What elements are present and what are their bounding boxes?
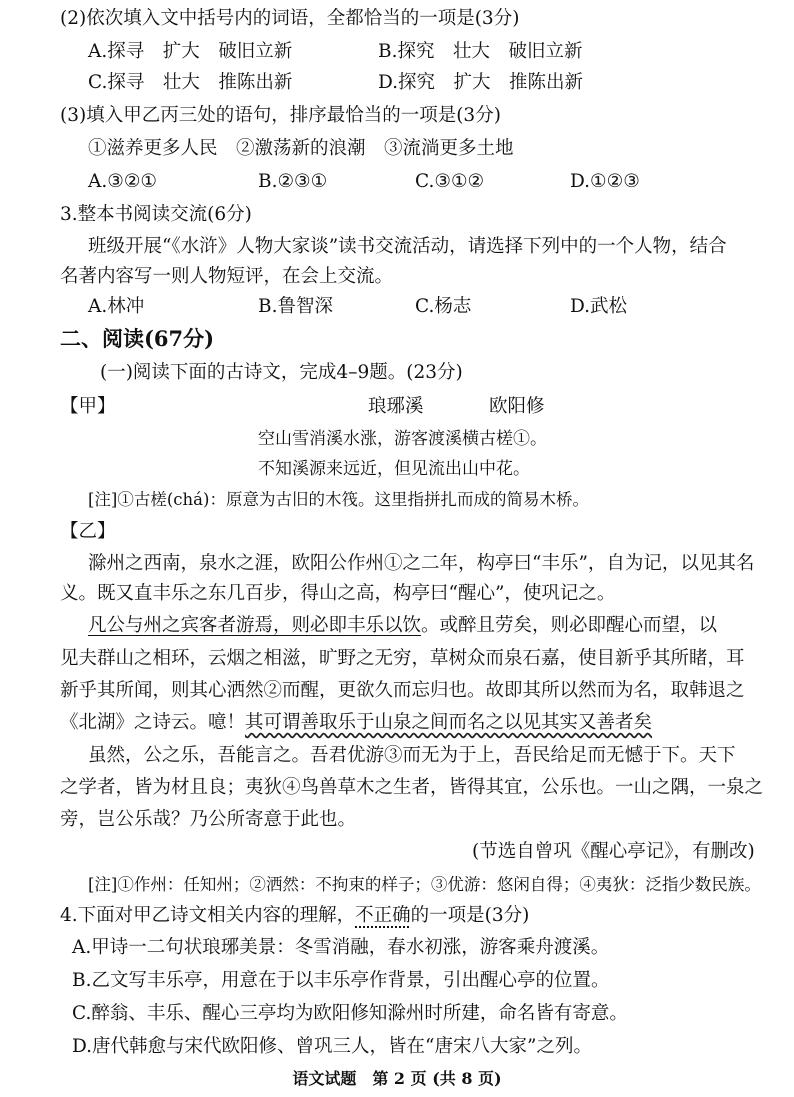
- yi-p2-line1: [88, 613, 717, 639]
- q3b-option-d: D.武松: [570, 296, 628, 317]
- q4-option-d: D.唐代韩愈与宋代欧阳修、曾巩三人，皆在“唐宋八大家”之列。: [72, 1036, 592, 1057]
- yi-label: 【乙】: [60, 521, 116, 542]
- poem-line1: 空山雪消溪水涨，游客渡溪横古槎①。: [258, 429, 547, 449]
- jia-label: 【甲】: [60, 396, 116, 417]
- underlined-sentence: 凡公与州之宾客者游焉，则必即丰乐以饮: [88, 615, 422, 636]
- q4-stem-pre: 4.下面对甲乙诗文相关内容的理解，: [60, 905, 356, 926]
- q4-option-b: B.乙文写丰乐亭，用意在于以丰乐亭作背景，引出醒心亭的位置。: [72, 970, 610, 991]
- q4-option-c: C.醉翁、丰乐、醒心三亭均为欧阳修知滁州时所建，命名皆有寄意。: [72, 1003, 628, 1024]
- q2-option-b: B.探究 壮大 破旧立新: [378, 41, 583, 62]
- page-footer: 语文试题 第 2 页 (共 8 页): [292, 1069, 502, 1088]
- q3-option-c: C.③①②: [415, 171, 485, 192]
- q4-stem: [60, 903, 529, 929]
- yi-p2-line3: 新乎其所闻，则其心洒然②而醒，更欲久而忘归也。故即其所以然而为名，取韩退之: [60, 680, 745, 701]
- q3b-option-c: C.杨志: [415, 296, 472, 317]
- jia-note: [注]①古槎(chá)：原意为古旧的木筏。这里指拼扎而成的简易木桥。: [88, 490, 589, 509]
- yi-notes: [注]①作州：任知州；②洒然：不拘束的样子；③优游：悠闲自得；④夷狄：泛指少数民族。: [88, 875, 761, 894]
- q3-option-d: D.①②③: [570, 171, 640, 192]
- poem-title: 琅琊溪: [368, 396, 424, 417]
- q3b-option-a: A.林冲: [88, 296, 145, 317]
- q2-option-d: D.探究 扩大 推陈出新: [378, 72, 584, 93]
- q3b-title: 3.整本书阅读交流(6分): [60, 204, 252, 225]
- q3b-line2: 名著内容写一则人物短评，在会上交流。: [60, 266, 394, 287]
- q3b-line1: 班级开展“《水浒》人物大家谈”读书交流活动，请选择下列中的一个人物，结合: [88, 236, 727, 257]
- q3-option-b: B.②③①: [258, 171, 328, 192]
- poem-author: 欧阳修: [489, 396, 545, 417]
- yi-p2-line4-start: 《北湖》之诗云。噫！: [60, 712, 246, 733]
- yi-p1-line1: 滁州之西南，泉水之涯，欧阳公作州①之二年，构亭曰“丰乐”，自为记，以见其名: [88, 553, 755, 574]
- wavy-sentence: 其可谓善取乐于山泉之间而名之以见其实又善者矣: [245, 712, 653, 733]
- yi-p3-line2: 之学者，皆为材且良；夷狄④鸟兽草木之生者，皆得其宜，公乐也。一山之隅，一泉之: [60, 777, 764, 798]
- q3b-option-b: B.鲁智深: [258, 296, 333, 317]
- yi-p3-line1: 虽然，公之乐，吾能言之。吾君优游③而无为于上，吾民给足而无憾于下。天下: [88, 745, 736, 766]
- q3-option-a: A.③②①: [88, 171, 157, 192]
- section2-title: 二、阅读(67分): [60, 326, 215, 351]
- yi-source: (节选自曾巩《醒心亭记》，有删改): [472, 841, 755, 862]
- yi-p2-line4: [60, 710, 652, 736]
- q2-option-a: A.探寻 扩大 破旧立新: [88, 41, 293, 62]
- q2-option-c: C.探寻 壮大 推陈出新: [88, 72, 293, 93]
- yi-p2-line2: 见夫群山之相环，云烟之相滋，旷野之无穷，草树众而泉石嘉，使目新乎其所睹，耳: [60, 648, 745, 669]
- yi-p2-line1-rest: 。或醉且劳矣，则必即醒心而望，以: [421, 615, 718, 636]
- q4-stem-emphasis: 不正确: [355, 905, 411, 926]
- yi-p3-line3: 旁，岂公乐哉？乃公所寄意于此也。: [60, 809, 357, 830]
- yi-p1-line2: 义。既又直丰乐之东几百步，得山之高，构亭曰“醒心”，使巩记之。: [60, 583, 616, 604]
- section2-sub: (一)阅读下面的古诗文，完成4–9题。(23分): [100, 362, 463, 383]
- q4-stem-post: 的一项是(3分): [410, 905, 530, 926]
- q3-stem: (3)填入甲乙丙三处的语句，排序最恰当的一项是(3分): [60, 105, 501, 126]
- q2-stem: (2)依次填入文中括号内的词语，全都恰当的一项是(3分): [60, 8, 520, 29]
- q4-option-a: A.甲诗一二句状琅琊美景：冬雪消融，春水初涨，游客乘舟渡溪。: [72, 937, 610, 958]
- q3-items: ①滋养更多人民 ②激荡新的浪潮 ③流淌更多土地: [88, 138, 514, 159]
- poem-line2: 不知溪源来远近，但见流出山中花。: [258, 459, 530, 479]
